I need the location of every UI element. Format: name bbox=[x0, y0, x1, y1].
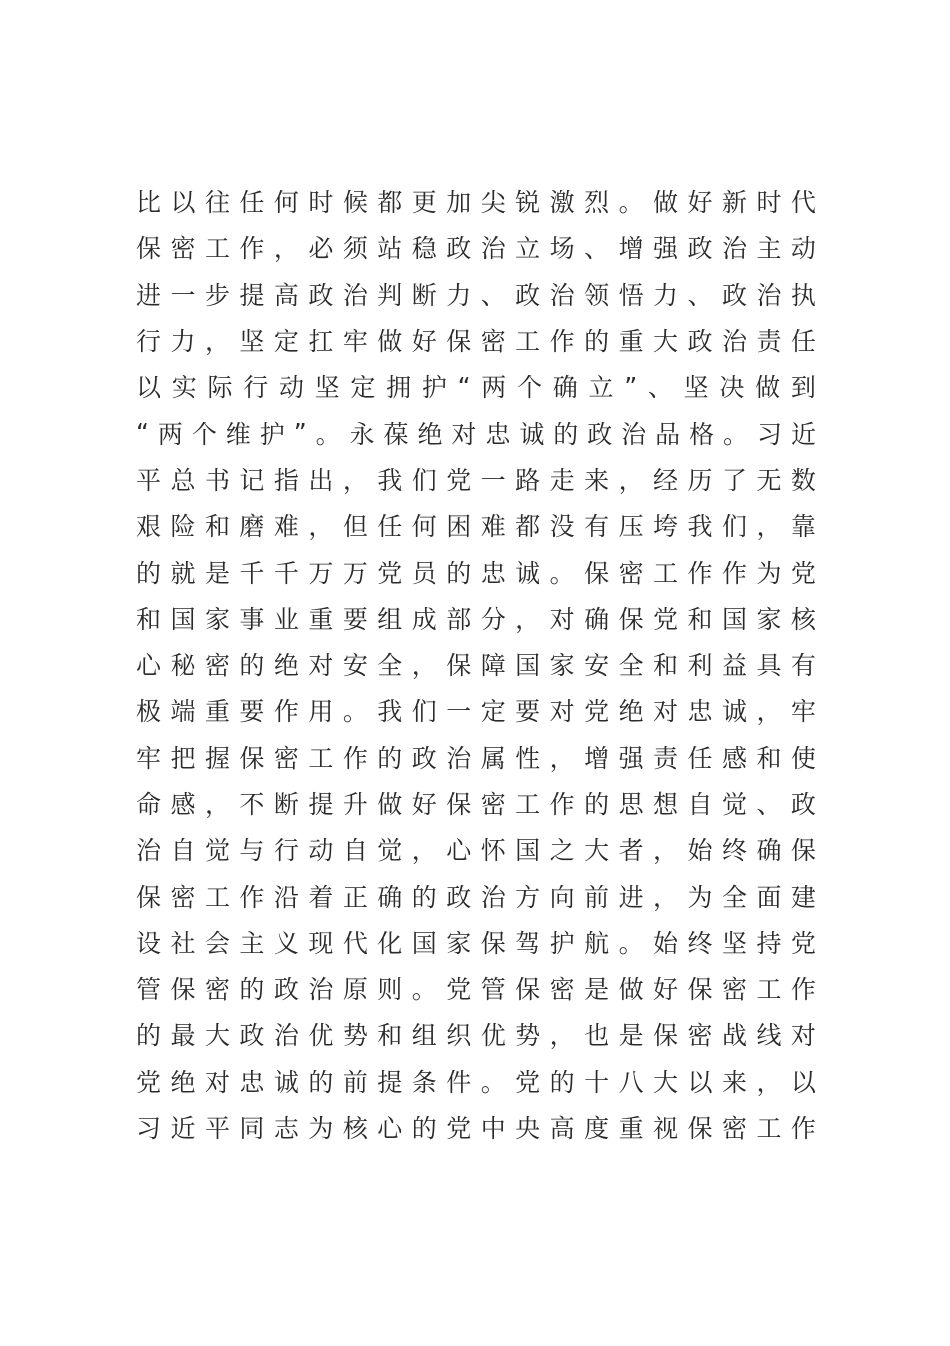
text-line: 牢 把 握 保 密 工 作 的 政 治 属 性 ， 增 强 责 任 感 和 使 bbox=[136, 743, 816, 773]
text-line: 的 最 大 政 治 优 势 和 组 织 优 势 ， 也 是 保 密 战 线 对 bbox=[136, 1021, 816, 1051]
text-line: 艰 险 和 磨 难 ， 但 任 何 困 难 都 没 有 压 垮 我 们 ， 靠 bbox=[136, 512, 816, 542]
text-line: “ 两 个 维 护 ” 。 永 葆 绝 对 忠 诚 的 政 治 品 格 。 习 近 bbox=[136, 418, 816, 449]
text-line: 保 密 工 作 ， 必 须 站 稳 政 治 立 场 、 增 强 政 治 主 动 bbox=[136, 234, 816, 264]
text-line: 以 实 际 行 动 坚 定 拥 护 “ 两 个 确 立 ” 、 坚 决 做 到 bbox=[136, 371, 816, 403]
text-line: 行 力 ， 坚 定 扛 牢 做 好 保 密 工 作 的 重 大 政 治 责 任 bbox=[136, 327, 816, 357]
text-line: 习 近 平 同 志 为 核 心 的 党 中 央 高 度 重 视 保 密 工 作 bbox=[136, 1114, 816, 1144]
text-line: 命 感 ， 不 断 提 升 做 好 保 密 工 作 的 思 想 自 觉 、 政 bbox=[136, 790, 816, 819]
text-line: 治 自 觉 与 行 动 自 觉 ， 心 怀 国 之 大 者 ， 始 终 确 保 bbox=[136, 836, 816, 866]
text-line: 比 以 往 任 何 时 候 都 更 加 尖 锐 激 烈 。 做 好 新 时 代 bbox=[136, 188, 816, 218]
text-line: 心 秘 密 的 绝 对 安 全 ， 保 障 国 家 安 全 和 利 益 具 有 bbox=[136, 651, 816, 681]
text-line: 和 国 家 事 业 重 要 组 成 部 分 ， 对 确 保 党 和 国 家 核 bbox=[136, 604, 816, 634]
text-line: 进 一 步 提 高 政 治 判 断 力 、 政 治 领 悟 力 、 政 治 执 bbox=[136, 280, 816, 310]
text-line: 平 总 书 记 指 出 ， 我 们 党 一 路 走 来 ， 经 历 了 无 数 bbox=[136, 465, 816, 495]
text-line: 管 保 密 的 政 治 原 则 。 党 管 保 密 是 做 好 保 密 工 作 bbox=[136, 975, 816, 1005]
body-text bbox=[136, 178, 816, 1150]
text-line: 极 端 重 要 作 用 。 我 们 一 定 要 对 党 绝 对 忠 诚 ， 牢 bbox=[136, 697, 816, 727]
text-line: 党 绝 对 忠 诚 的 前 提 条 件 。 党 的 十 八 大 以 来 ， 以 bbox=[136, 1067, 816, 1097]
text-line: 的 就 是 千 千 万 万 党 员 的 忠 诚 。 保 密 工 作 作 为 党 bbox=[136, 558, 816, 588]
text-line: 设 社 会 主 义 现 代 化 国 家 保 驾 护 航 。 始 终 坚 持 党 bbox=[136, 928, 816, 958]
text-line: 保 密 工 作 沿 着 正 确 的 政 治 方 向 前 进 ， 为 全 面 建 bbox=[136, 882, 816, 912]
